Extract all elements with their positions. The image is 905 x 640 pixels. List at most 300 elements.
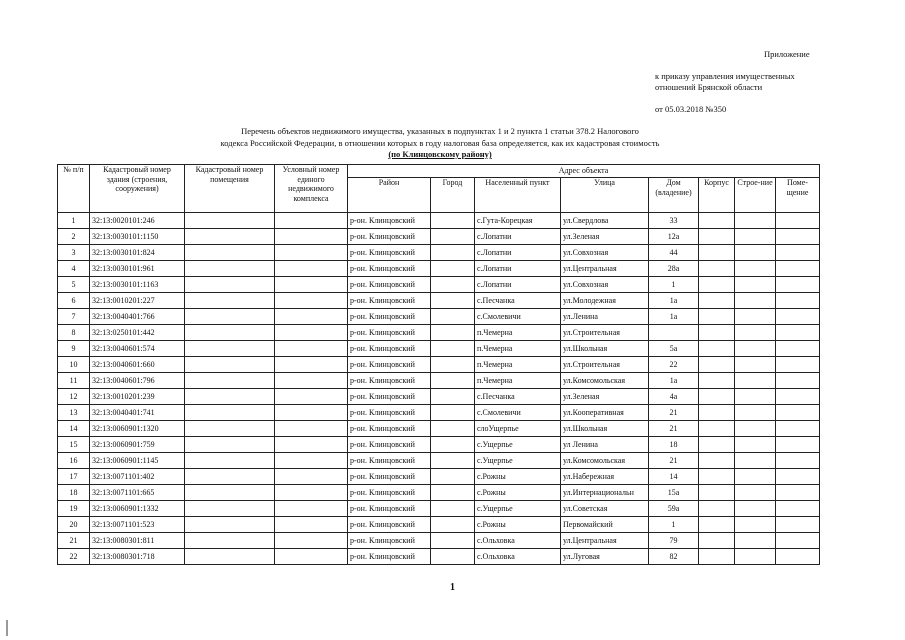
table-row — [58, 245, 820, 261]
row-num-cell: 3 — [58, 245, 90, 261]
house-cell: 5а — [649, 341, 699, 357]
district-cell: р-он. Клинцовский — [348, 261, 431, 277]
pomeshenie-cell — [776, 229, 820, 245]
street-cell: ул.Строительная — [561, 357, 649, 373]
korpus-cell — [699, 261, 735, 277]
table-row — [58, 437, 820, 453]
street-cell: ул.Комсомольская — [561, 453, 649, 469]
complex-number-cell — [275, 453, 348, 469]
district-cell: р-он. Клинцовский — [348, 453, 431, 469]
table-row — [58, 421, 820, 437]
pomeshenie-cell — [776, 421, 820, 437]
pomeshenie-cell — [776, 309, 820, 325]
district-cell: р-он. Клинцовский — [348, 405, 431, 421]
pomeshenie-cell — [776, 293, 820, 309]
complex-number-cell — [275, 485, 348, 501]
city-cell — [431, 325, 475, 341]
row-num-cell: 4 — [58, 261, 90, 277]
row-num-cell: 9 — [58, 341, 90, 357]
table-body — [58, 213, 820, 565]
col-room-header: Кадастровый номер помещения — [185, 165, 275, 213]
cadastral-number-cell: 32:13:0030101:961 — [90, 261, 185, 277]
row-num-cell: 2 — [58, 229, 90, 245]
cadastral-number-cell: 32:13:0030101:1163 — [90, 277, 185, 293]
row-num-cell: 22 — [58, 549, 90, 565]
col-stroenie-header: Строе-ние — [735, 178, 776, 213]
title-line-2: кодекса Российской Федерации, в отношении которых в году налоговая база определяется, как их кадастровая стоимость — [220, 138, 660, 148]
city-cell — [431, 501, 475, 517]
cadastral-number-cell: 32:13:0040601:796 — [90, 373, 185, 389]
district-cell: р-он. Клинцовский — [348, 501, 431, 517]
district-cell: р-он. Клинцовский — [348, 277, 431, 293]
room-number-cell — [185, 549, 275, 565]
table-row — [58, 325, 820, 341]
table-row — [58, 373, 820, 389]
locality-cell: с.Лопатни — [475, 245, 561, 261]
table-row — [58, 501, 820, 517]
locality-cell: с.Рожны — [475, 517, 561, 533]
pomeshenie-cell — [776, 325, 820, 341]
col-street-header: Улица — [561, 178, 649, 213]
korpus-cell — [699, 453, 735, 469]
complex-number-cell — [275, 357, 348, 373]
city-cell — [431, 357, 475, 373]
house-cell: 28а — [649, 261, 699, 277]
pomeshenie-cell — [776, 245, 820, 261]
complex-number-cell — [275, 277, 348, 293]
city-cell — [431, 309, 475, 325]
room-number-cell — [185, 437, 275, 453]
district-cell: р-он. Клинцовский — [348, 293, 431, 309]
locality-cell: с.Рожны — [475, 485, 561, 501]
city-cell — [431, 389, 475, 405]
stroenie-cell — [735, 501, 776, 517]
row-num-cell: 17 — [58, 469, 90, 485]
row-num-cell: 20 — [58, 517, 90, 533]
cadastral-number-cell: 32:13:0071101:665 — [90, 485, 185, 501]
stroenie-cell — [735, 325, 776, 341]
district-cell: р-он. Клинцовский — [348, 213, 431, 229]
korpus-cell — [699, 517, 735, 533]
col-address-header: Адрес объекта — [348, 165, 820, 178]
col-building-header: Кадастровый номер здания (строения, сооружения) — [90, 165, 185, 213]
cadastral-number-cell: 32:13:0040601:660 — [90, 357, 185, 373]
col-num-header: № п/п — [58, 165, 90, 213]
cadastral-number-cell: 32:13:0060901:1320 — [90, 421, 185, 437]
room-number-cell — [185, 453, 275, 469]
korpus-cell — [699, 389, 735, 405]
house-cell: 44 — [649, 245, 699, 261]
stroenie-cell — [735, 309, 776, 325]
city-cell — [431, 229, 475, 245]
complex-number-cell — [275, 341, 348, 357]
room-number-cell — [185, 533, 275, 549]
title-line-1: Перечень объектов недвижимого имущества, указанных в подпунктах 1 и 2 пункта 1 статьи 378.2 Налогового — [241, 126, 639, 136]
locality-cell: с.Песчанка — [475, 389, 561, 405]
stroenie-cell — [735, 485, 776, 501]
room-number-cell — [185, 293, 275, 309]
house-cell: 21 — [649, 453, 699, 469]
stroenie-cell — [735, 213, 776, 229]
house-cell: 1а — [649, 373, 699, 389]
complex-number-cell — [275, 469, 348, 485]
stroenie-cell — [735, 245, 776, 261]
korpus-cell — [699, 549, 735, 565]
locality-cell: с.Ущерпье — [475, 437, 561, 453]
pomeshenie-cell — [776, 341, 820, 357]
cadastral-number-cell: 32:13:0010201:239 — [90, 389, 185, 405]
cadastral-number-cell: 32:13:0071101:402 — [90, 469, 185, 485]
pomeshenie-cell — [776, 437, 820, 453]
pomeshenie-cell — [776, 261, 820, 277]
table-row — [58, 229, 820, 245]
stroenie-cell — [735, 453, 776, 469]
room-number-cell — [185, 229, 275, 245]
stroenie-cell — [735, 293, 776, 309]
room-number-cell — [185, 421, 275, 437]
street-cell: ул.Школьная — [561, 341, 649, 357]
locality-cell: п.Чемерна — [475, 357, 561, 373]
street-cell: Первомайский — [561, 517, 649, 533]
stroenie-cell — [735, 437, 776, 453]
stroenie-cell — [735, 421, 776, 437]
house-cell: 1 — [649, 277, 699, 293]
house-cell: 21 — [649, 405, 699, 421]
stroenie-cell — [735, 341, 776, 357]
korpus-cell — [699, 373, 735, 389]
city-cell — [431, 277, 475, 293]
table-row — [58, 213, 820, 229]
table-row — [58, 533, 820, 549]
district-cell: р-он. Клинцовский — [348, 357, 431, 373]
table-row — [58, 517, 820, 533]
row-num-cell: 6 — [58, 293, 90, 309]
city-cell — [431, 517, 475, 533]
street-cell: ул.Строительная — [561, 325, 649, 341]
table-row — [58, 293, 820, 309]
col-complex-header: Условный номер единого недвижимого комплекса — [275, 165, 348, 213]
row-num-cell: 7 — [58, 309, 90, 325]
pomeshenie-cell — [776, 213, 820, 229]
house-cell: 14 — [649, 469, 699, 485]
col-city-header: Город — [431, 178, 475, 213]
street-cell: ул.Зеленая — [561, 389, 649, 405]
street-cell: ул.Ленина — [561, 309, 649, 325]
table-row — [58, 341, 820, 357]
house-cell: 12а — [649, 229, 699, 245]
locality-cell: с.Лопатни — [475, 261, 561, 277]
complex-number-cell — [275, 501, 348, 517]
street-cell: ул.Набережная — [561, 469, 649, 485]
pomeshenie-cell — [776, 533, 820, 549]
street-cell: ул.Кооперативная — [561, 405, 649, 421]
district-cell: р-он. Клинцовский — [348, 245, 431, 261]
house-cell: 1 — [649, 517, 699, 533]
locality-cell: с.Ущерпье — [475, 501, 561, 517]
complex-number-cell — [275, 517, 348, 533]
pomeshenie-cell — [776, 549, 820, 565]
city-cell — [431, 293, 475, 309]
city-cell — [431, 245, 475, 261]
cadastral-number-cell: 32:13:0080301:811 — [90, 533, 185, 549]
col-house-header: Дом (владение) — [649, 178, 699, 213]
complex-number-cell — [275, 261, 348, 277]
table-row — [58, 261, 820, 277]
stroenie-cell — [735, 389, 776, 405]
pomeshenie-cell — [776, 453, 820, 469]
locality-cell: с.Смолевичи — [475, 405, 561, 421]
complex-number-cell — [275, 309, 348, 325]
room-number-cell — [185, 341, 275, 357]
house-cell: 79 — [649, 533, 699, 549]
locality-cell: с.Смолевичи — [475, 309, 561, 325]
title-district: (по Клинцовскому району) — [388, 149, 492, 159]
city-cell — [431, 485, 475, 501]
street-cell: ул Ленина — [561, 437, 649, 453]
house-cell: 18 — [649, 437, 699, 453]
pomeshenie-cell — [776, 469, 820, 485]
korpus-cell — [699, 533, 735, 549]
korpus-cell — [699, 405, 735, 421]
col-locality-header: Населенный пункт — [475, 178, 561, 213]
city-cell — [431, 261, 475, 277]
stroenie-cell — [735, 261, 776, 277]
district-cell: р-он. Клинцовский — [348, 437, 431, 453]
pomeshenie-cell — [776, 373, 820, 389]
korpus-cell — [699, 325, 735, 341]
pomeshenie-cell — [776, 517, 820, 533]
complex-number-cell — [275, 213, 348, 229]
street-cell: ул.Совхозная — [561, 245, 649, 261]
row-num-cell: 11 — [58, 373, 90, 389]
room-number-cell — [185, 501, 275, 517]
city-cell — [431, 549, 475, 565]
page-number: 1 — [450, 582, 455, 593]
complex-number-cell — [275, 373, 348, 389]
room-number-cell — [185, 485, 275, 501]
stroenie-cell — [735, 517, 776, 533]
street-cell: ул.Центральная — [561, 533, 649, 549]
table-row — [58, 277, 820, 293]
order-line-1: к приказу управления имущественных — [655, 71, 795, 81]
room-number-cell — [185, 405, 275, 421]
district-cell: р-он. Клинцовский — [348, 341, 431, 357]
korpus-cell — [699, 485, 735, 501]
appendix-label: Приложение — [764, 49, 810, 59]
cadastral-number-cell: 32:13:0040401:741 — [90, 405, 185, 421]
cadastral-number-cell: 32:13:0030101:824 — [90, 245, 185, 261]
city-cell — [431, 213, 475, 229]
complex-number-cell — [275, 293, 348, 309]
district-cell: р-он. Клинцовский — [348, 373, 431, 389]
city-cell — [431, 421, 475, 437]
stroenie-cell — [735, 373, 776, 389]
cadastral-number-cell: 32:13:0060901:759 — [90, 437, 185, 453]
property-table — [57, 164, 820, 565]
stroenie-cell — [735, 277, 776, 293]
street-cell: ул.Совхозная — [561, 277, 649, 293]
cadastral-number-cell: 32:13:0040601:574 — [90, 341, 185, 357]
room-number-cell — [185, 213, 275, 229]
district-cell: р-он. Клинцовский — [348, 517, 431, 533]
col-district-header: Район — [348, 178, 431, 213]
complex-number-cell — [275, 549, 348, 565]
city-cell — [431, 341, 475, 357]
room-number-cell — [185, 309, 275, 325]
pomeshenie-cell — [776, 501, 820, 517]
table-row — [58, 405, 820, 421]
city-cell — [431, 405, 475, 421]
house-cell: 82 — [649, 549, 699, 565]
korpus-cell — [699, 229, 735, 245]
locality-cell: п.Чемерна — [475, 341, 561, 357]
korpus-cell — [699, 293, 735, 309]
locality-cell: с.Ольховка — [475, 549, 561, 565]
cadastral-number-cell: 32:13:0010201:227 — [90, 293, 185, 309]
street-cell: ул.Комсомольская — [561, 373, 649, 389]
house-cell: 33 — [649, 213, 699, 229]
city-cell — [431, 373, 475, 389]
row-num-cell: 16 — [58, 453, 90, 469]
row-num-cell: 10 — [58, 357, 90, 373]
district-cell: р-он. Клинцовский — [348, 469, 431, 485]
complex-number-cell — [275, 437, 348, 453]
korpus-cell — [699, 213, 735, 229]
house-cell: 1а — [649, 309, 699, 325]
city-cell — [431, 453, 475, 469]
district-cell: р-он. Клинцовский — [348, 309, 431, 325]
row-num-cell: 13 — [58, 405, 90, 421]
locality-cell: с.Гута-Корецкая — [475, 213, 561, 229]
pomeshenie-cell — [776, 405, 820, 421]
row-num-cell: 5 — [58, 277, 90, 293]
pomeshenie-cell — [776, 485, 820, 501]
street-cell: ул.Интернациональн — [561, 485, 649, 501]
room-number-cell — [185, 245, 275, 261]
house-cell: 22 — [649, 357, 699, 373]
order-date: от 05.03.2018 №350 — [655, 104, 727, 114]
stroenie-cell — [735, 357, 776, 373]
row-num-cell: 15 — [58, 437, 90, 453]
locality-cell: с.Ольховка — [475, 533, 561, 549]
room-number-cell — [185, 517, 275, 533]
table-row — [58, 549, 820, 565]
order-line-2: отношений Брянской области — [655, 82, 763, 92]
room-number-cell — [185, 357, 275, 373]
street-cell: ул.Луговая — [561, 549, 649, 565]
room-number-cell — [185, 389, 275, 405]
cadastral-number-cell: 32:13:0250101:442 — [90, 325, 185, 341]
city-cell — [431, 437, 475, 453]
room-number-cell — [185, 277, 275, 293]
korpus-cell — [699, 309, 735, 325]
row-num-cell: 1 — [58, 213, 90, 229]
room-number-cell — [185, 325, 275, 341]
row-num-cell: 14 — [58, 421, 90, 437]
street-cell: ул.Зеленая — [561, 229, 649, 245]
row-num-cell: 8 — [58, 325, 90, 341]
korpus-cell — [699, 501, 735, 517]
col-pomeshenie-header: Поме-щение — [776, 178, 820, 213]
district-cell: р-он. Клинцовский — [348, 549, 431, 565]
complex-number-cell — [275, 421, 348, 437]
cadastral-number-cell: 32:13:0020101:246 — [90, 213, 185, 229]
locality-cell: с.Песчанка — [475, 293, 561, 309]
house-cell: 59а — [649, 501, 699, 517]
table-row — [58, 389, 820, 405]
complex-number-cell — [275, 229, 348, 245]
district-cell: р-он. Клинцовский — [348, 485, 431, 501]
street-cell: ул.Свердлова — [561, 213, 649, 229]
room-number-cell — [185, 261, 275, 277]
room-number-cell — [185, 373, 275, 389]
row-num-cell: 19 — [58, 501, 90, 517]
table-row — [58, 469, 820, 485]
complex-number-cell — [275, 325, 348, 341]
korpus-cell — [699, 421, 735, 437]
stroenie-cell — [735, 469, 776, 485]
stroenie-cell — [735, 549, 776, 565]
house-cell — [649, 325, 699, 341]
city-cell — [431, 469, 475, 485]
house-cell: 21 — [649, 421, 699, 437]
cadastral-number-cell: 32:13:0030101:1150 — [90, 229, 185, 245]
cadastral-number-cell: 32:13:0060901:1145 — [90, 453, 185, 469]
table-row — [58, 357, 820, 373]
scan-artifact — [6, 620, 8, 636]
stroenie-cell — [735, 533, 776, 549]
pomeshenie-cell — [776, 389, 820, 405]
col-korpus-header: Корпус — [699, 178, 735, 213]
table-row — [58, 453, 820, 469]
table-row — [58, 309, 820, 325]
korpus-cell — [699, 357, 735, 373]
room-number-cell — [185, 469, 275, 485]
cadastral-number-cell: 32:13:0040401:766 — [90, 309, 185, 325]
street-cell: ул.Советская — [561, 501, 649, 517]
district-cell: р-он. Клинцовский — [348, 533, 431, 549]
complex-number-cell — [275, 405, 348, 421]
complex-number-cell — [275, 533, 348, 549]
korpus-cell — [699, 245, 735, 261]
house-cell: 15а — [649, 485, 699, 501]
cadastral-number-cell: 32:13:0071101:523 — [90, 517, 185, 533]
pomeshenie-cell — [776, 357, 820, 373]
locality-cell: с.Лопатни — [475, 277, 561, 293]
district-cell: р-он. Клинцовский — [348, 389, 431, 405]
locality-cell: слоУщерпье — [475, 421, 561, 437]
house-cell: 4а — [649, 389, 699, 405]
locality-cell: с.Ущерпье — [475, 453, 561, 469]
korpus-cell — [699, 341, 735, 357]
table-row — [58, 485, 820, 501]
row-num-cell: 21 — [58, 533, 90, 549]
row-num-cell: 18 — [58, 485, 90, 501]
stroenie-cell — [735, 405, 776, 421]
korpus-cell — [699, 469, 735, 485]
street-cell: ул.Школьная — [561, 421, 649, 437]
locality-cell: с.Рожны — [475, 469, 561, 485]
locality-cell: п.Чемерна — [475, 325, 561, 341]
city-cell — [431, 533, 475, 549]
street-cell: ул.Центральная — [561, 261, 649, 277]
cadastral-number-cell: 32:13:0080301:718 — [90, 549, 185, 565]
cadastral-number-cell: 32:13:0060901:1332 — [90, 501, 185, 517]
korpus-cell — [699, 437, 735, 453]
locality-cell: п.Чемерна — [475, 373, 561, 389]
complex-number-cell — [275, 245, 348, 261]
district-cell: р-он. Клинцовский — [348, 421, 431, 437]
